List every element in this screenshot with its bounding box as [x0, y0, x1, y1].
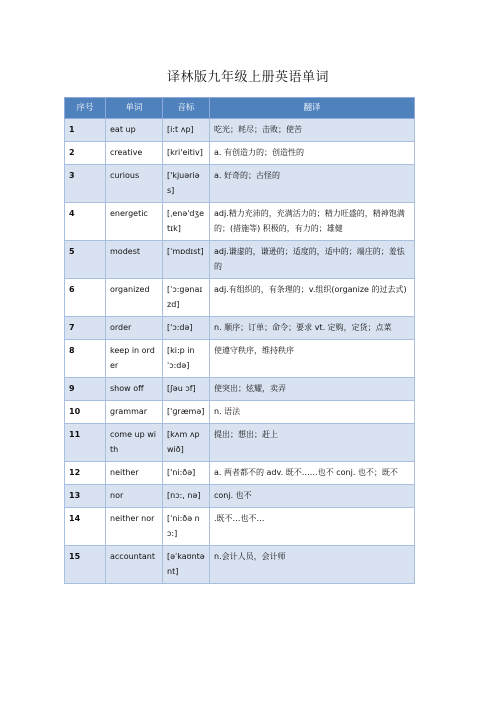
row-word: modest: [106, 241, 163, 279]
table-row: [65, 424, 415, 462]
row-word: order: [106, 317, 163, 340]
row-translation: 吃光；耗尽；击败；使苦: [210, 119, 415, 142]
row-word: curious: [106, 165, 163, 203]
row-translation: conj. 也不: [210, 485, 415, 508]
row-translation: a. 有创造力的；创造性的: [210, 142, 415, 165]
row-translation: a. 两者都不的 adv. 既不……也不 conj. 也不；既不: [210, 462, 415, 485]
row-number: 12: [65, 462, 106, 485]
table-header-row: [65, 98, 415, 119]
row-phonetic: ['kjuəriəs]: [163, 165, 210, 203]
table-row: [65, 546, 415, 584]
row-translation: adj.有组织的，有条理的；v.组织(organize 的过去式): [210, 279, 415, 317]
row-word: nor: [106, 485, 163, 508]
row-phonetic: ['ni:ðə]: [163, 462, 210, 485]
table-row: [65, 462, 415, 485]
row-word: energetic: [106, 203, 163, 241]
row-translation: 提出；想出；赶上: [210, 424, 415, 462]
row-word: neither nor: [106, 508, 163, 546]
row-word: show off: [106, 378, 163, 401]
row-word: grammar: [106, 401, 163, 424]
row-phonetic: [ˈmɒdɪst]: [163, 241, 210, 279]
table-row: [65, 165, 415, 203]
row-translation: 使遵守秩序，维持秩序: [210, 340, 415, 378]
table-row: [65, 317, 415, 340]
header-word: 单词: [106, 98, 163, 119]
row-phonetic: [əˈkaʊntənt]: [163, 546, 210, 584]
row-translation: .既不…也不…: [210, 508, 415, 546]
row-number: 1: [65, 119, 106, 142]
row-number: 3: [65, 165, 106, 203]
table-row: [65, 401, 415, 424]
table-row: [65, 203, 415, 241]
table-row: [65, 485, 415, 508]
table-row: [65, 378, 415, 401]
row-number: 15: [65, 546, 106, 584]
row-word: creative: [106, 142, 163, 165]
row-number: 2: [65, 142, 106, 165]
header-number: 序号: [65, 98, 106, 119]
row-translation: adj.精力充沛的，充满活力的；精力旺盛的，精神饱满的；(措施等) 积极的，有力的；雄健: [210, 203, 415, 241]
row-word: keep in order: [106, 340, 163, 378]
row-phonetic: [ˈni:ðə nɔ:]: [163, 508, 210, 546]
row-translation: n. 语法: [210, 401, 415, 424]
row-phonetic: [ʃəu ɔf]: [163, 378, 210, 401]
row-translation: n. 顺序；订单；命令；要求 vt. 定购，定货；点菜: [210, 317, 415, 340]
header-phonetic: 音标: [163, 98, 210, 119]
row-number: 7: [65, 317, 106, 340]
table-row: [65, 142, 415, 165]
row-number: 10: [65, 401, 106, 424]
row-number: 8: [65, 340, 106, 378]
row-phonetic: [kʌm ʌp wið]: [163, 424, 210, 462]
row-translation: 使突出；炫耀，卖弄: [210, 378, 415, 401]
row-phonetic: [ki:p in ˈɔ:də]: [163, 340, 210, 378]
row-word: accountant: [106, 546, 163, 584]
row-word: eat up: [106, 119, 163, 142]
header-translation: 翻译: [210, 98, 415, 119]
table-row: [65, 279, 415, 317]
table-row: [65, 241, 415, 279]
row-phonetic: [nɔ:, nə]: [163, 485, 210, 508]
row-translation: a. 好奇的；古怪的: [210, 165, 415, 203]
row-phonetic: [i:t ʌp]: [163, 119, 210, 142]
document-title: 译林版九年级上册英语单词: [166, 70, 329, 85]
table-row: [65, 119, 415, 142]
row-phonetic: [ˈɔ:gənaɪzd]: [163, 279, 210, 317]
row-number: 14: [65, 508, 106, 546]
row-word: organized: [106, 279, 163, 317]
row-word: neither: [106, 462, 163, 485]
row-translation: adj.谦虚的，谦逊的；适度的，适中的；端庄的；羞怯的: [210, 241, 415, 279]
row-translation: n.会计人员，会计师: [210, 546, 415, 584]
row-number: 5: [65, 241, 106, 279]
row-phonetic: [ˌenəˈdʒetɪk]: [163, 203, 210, 241]
row-number: 13: [65, 485, 106, 508]
row-phonetic: [kri'eitiv]: [163, 142, 210, 165]
row-number: 4: [65, 203, 106, 241]
row-number: 6: [65, 279, 106, 317]
row-phonetic: ['ɡræmə]: [163, 401, 210, 424]
row-phonetic: ['ɔ:də]: [163, 317, 210, 340]
row-word: come up with: [106, 424, 163, 462]
table-row: [65, 340, 415, 378]
vocabulary-table: [64, 97, 415, 584]
row-number: 9: [65, 378, 106, 401]
row-number: 11: [65, 424, 106, 462]
table-row: [65, 508, 415, 546]
